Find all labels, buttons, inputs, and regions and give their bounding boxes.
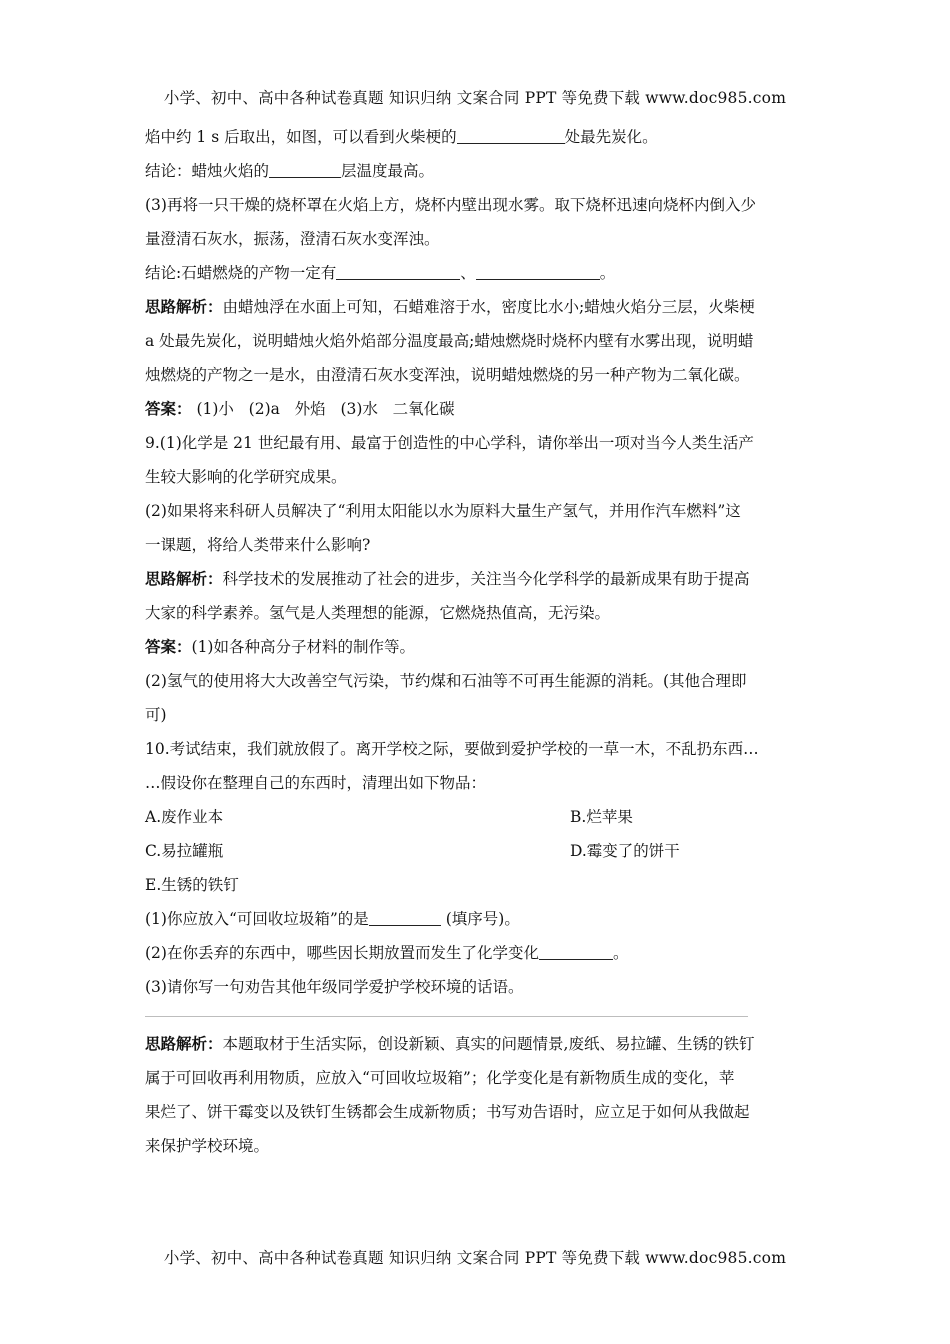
answer-line: 答案：(1)如各种高分子材料的制作等。 <box>145 637 415 656</box>
options-row <box>145 834 810 868</box>
question-line: 一课题，将给人类带来什么影响? <box>145 536 371 554</box>
text-line: (3)再将一只干燥的烧杯罩在火焰上方，烧杯内壁出现水雾。取下烧杯迅速向烧杯内倒入少 <box>145 196 756 214</box>
option-c: C.易拉罐瓶 <box>145 842 224 860</box>
text-line: 量澄清石灰水，振荡，澄清石灰水变浑浊。 <box>145 230 440 248</box>
question-line: 10.考试结束，我们就放假了。离开学校之际，要做到爱护学校的一草一木，不乱扔东西… <box>145 740 759 758</box>
question-line: (2)在你丢弃的东西中，哪些因长期放置而发生了化学变化 。 <box>145 936 810 970</box>
analysis-line: 思路解析：由蜡烛浮在水面上可知，石蜡难溶于水，密度比水小;蜡烛火焰分三层，火柴梗 <box>145 297 755 316</box>
analysis-line: a 处最先炭化，说明蜡烛火焰外焰部分温度最高;蜡烛燃烧时烧杯内壁有水雾出现，说明蜡 <box>145 332 754 350</box>
analysis-label: 思路解析： <box>145 297 223 316</box>
text-line: 结论:石蜡燃烧的产物一定有 、 。 <box>145 256 810 290</box>
option-d: D.霉变了的饼干 <box>570 842 680 860</box>
page-footer: 小学、初中、高中各种试卷真题 知识归纳 文案合同 PPT 等免费下载 www.doc985.com <box>163 1249 787 1267</box>
answer-label: 答案： <box>145 637 192 656</box>
question-line: (1)你应放入“可回收垃圾箱”的是 (填序号)。 <box>145 902 810 936</box>
options-row <box>145 800 810 834</box>
analysis-label: 思路解析： <box>145 1034 223 1053</box>
analysis-line: 果烂了、饼干霉变以及铁钉生锈都会生成新物质；书写劝告语时，应立足于如何从我做起 <box>145 1103 750 1121</box>
answer-blank <box>457 125 565 144</box>
answer-blank <box>369 907 441 926</box>
answer-blank <box>336 261 460 280</box>
analysis-line: 属于可回收再利用物质，应放入“可回收垃圾箱”；化学变化是有新物质生成的变化，苹 <box>145 1069 735 1087</box>
answer-line: (2)氢气的使用将大大改善空气污染，节约煤和石油等不可再生能源的消耗。(其他合理即 <box>145 672 747 690</box>
text-line: 结论：蜡烛火焰的 层温度最高。 <box>145 154 810 188</box>
analysis-line: 思路解析：本题取材于生活实际，创设新颖、真实的问题情景,废纸、易拉罐、生锈的铁钉 <box>145 1034 755 1053</box>
answer-blank <box>269 159 341 178</box>
option-e: E.生锈的铁钉 <box>145 876 239 894</box>
answer-label: 答案： <box>145 399 192 418</box>
analysis-line: 大家的科学素养。氢气是人类理想的能源，它燃烧热值高，无污染。 <box>145 604 611 622</box>
analysis-line: 来保护学校环境。 <box>145 1137 270 1155</box>
question-line: (2)如果将来科研人员解决了“利用太阳能以水为原料大量生产氢气，并用作汽车燃料”这 <box>145 502 741 520</box>
answer-line: 可) <box>145 706 167 724</box>
page-header: 小学、初中、高中各种试卷真题 知识归纳 文案合同 PPT 等免费下载 www.doc985.com <box>163 89 787 107</box>
document-body <box>145 120 810 1163</box>
answer-blank <box>476 261 600 280</box>
question-line: …假设你在整理自己的东西时，清理出如下物品： <box>145 774 487 792</box>
answer-line: 答案： (1)小 (2)a 外焰 (3)水 二氧化碳 <box>145 399 455 418</box>
answer-rule <box>145 1016 748 1017</box>
analysis-label: 思路解析： <box>145 569 223 588</box>
analysis-line: 思路解析：科学技术的发展推动了社会的进步，关注当今化学科学的最新成果有助于提高 <box>145 569 750 588</box>
option-b: B.烂苹果 <box>570 808 633 826</box>
answer-blank <box>539 941 613 960</box>
option-a: A.废作业本 <box>145 808 224 826</box>
question-line: (3)请你写一句劝告其他年级同学爱护学校环境的话语。 <box>145 978 524 996</box>
text-line: 焰中约 1 s 后取出，如图，可以看到火柴梗的 处最先炭化。 <box>145 120 810 154</box>
question-line: 9.(1)化学是 21 世纪最有用、最富于创造性的中心学科，请你举出一项对当今人类生活产 <box>145 434 754 452</box>
question-line: 生较大影响的化学研究成果。 <box>145 468 347 486</box>
analysis-line: 烛燃烧的产物之一是水，由澄清石灰水变浑浊，说明蜡烛燃烧的另一种产物为二氧化碳。 <box>145 366 750 384</box>
